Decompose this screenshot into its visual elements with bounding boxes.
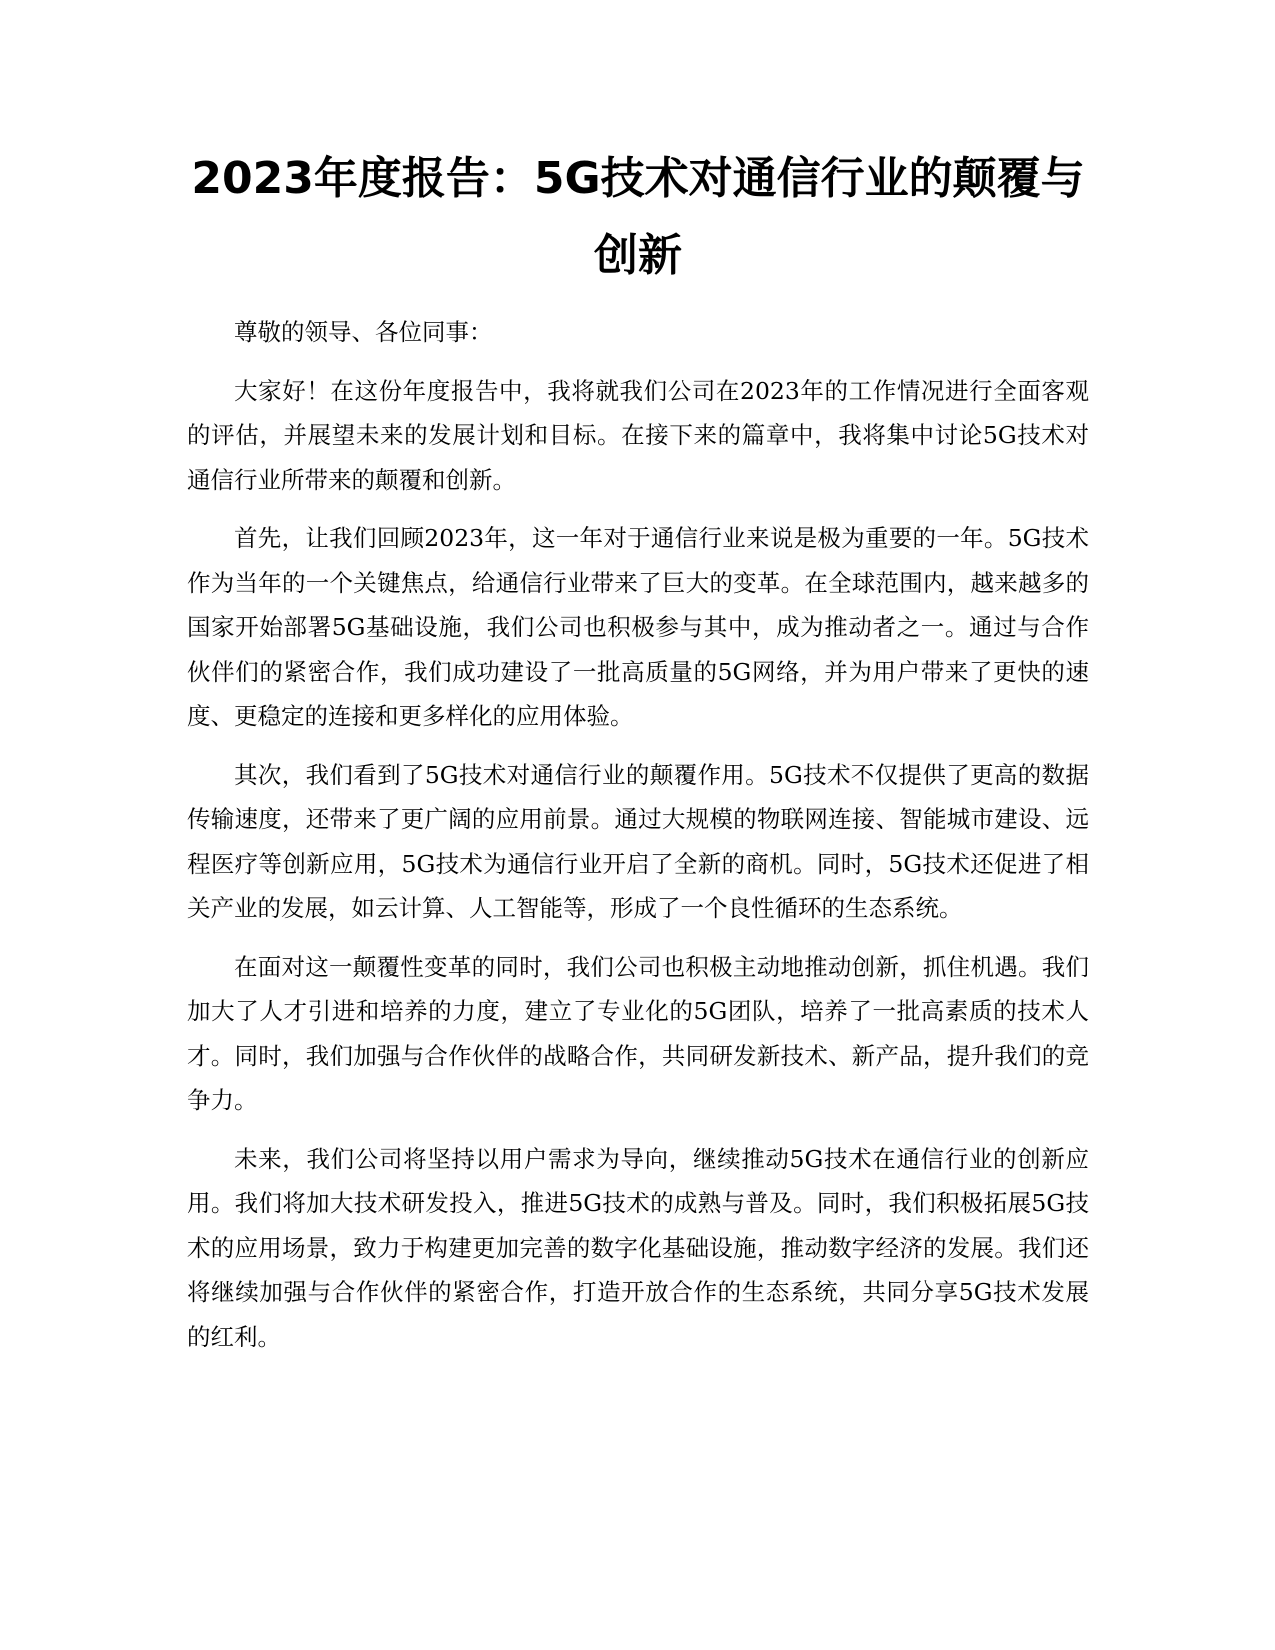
paragraph-intro: 大家好！在这份年度报告中，我将就我们公司在2023年的工作情况进行全面客观的评估，并展望未来的发展计划和目标。在接下来的篇章中，我将集中讨论5G技术对通信行业所带来的颠覆和创新。	[187, 376, 1089, 494]
paragraph-future: 未来，我们公司将坚持以用户需求为导向，继续推动5G技术在通信行业的创新应用。我们将加大技术研发投入，推进5G技术的成熟与普及。同时，我们积极拓展5G技术的应用场景，致力于构建更加完善的数字化基础设施，推动数字经济的发展。我们还将继续加强与合作伙伴的紧密合作，打造开放合作的生态系统，共同分享5G技术发展的红利。	[187, 1144, 1089, 1351]
document-page	[187, 140, 1089, 1373]
document-title: 2023年度报告：5G技术对通信行业的颠覆与创新	[191, 153, 1085, 281]
paragraph-salutation: 尊敬的领导、各位同事：	[234, 318, 493, 346]
paragraph-innovation: 在面对这一颠覆性变革的同时，我们公司也积极主动地推动创新，抓住机遇。我们加大了人才引进和培养的力度，建立了专业化的5G团队，培养了一批高素质的技术人才。同时，我们加强与合作伙伴的战略合作，共同研发新技术、新产品，提升我们的竞争力。	[187, 952, 1089, 1114]
paragraph-review: 首先，让我们回顾2023年，这一年对于通信行业来说是极为重要的一年。5G技术作为当年的一个关键焦点，给通信行业带来了巨大的变革。在全球范围内，越来越多的国家开始部署5G基础设施，我们公司也积极参与其中，成为推动者之一。通过与合作伙伴们的紧密合作，我们成功建设了一批高质量的5G网络，并为用户带来了更快的速度、更稳定的连接和更多样化的应用体验。	[187, 524, 1089, 730]
paragraph-disruption: 其次，我们看到了5G技术对通信行业的颠覆作用。5G技术不仅提供了更高的数据传输速度，还带来了更广阔的应用前景。通过大规模的物联网连接、智能城市建设、远程医疗等创新应用，5G技术为通信行业开启了全新的商机。同时，5G技术还促进了相关产业的发展，如云计算、人工智能等，形成了一个良性循环的生态系统。	[187, 760, 1089, 922]
